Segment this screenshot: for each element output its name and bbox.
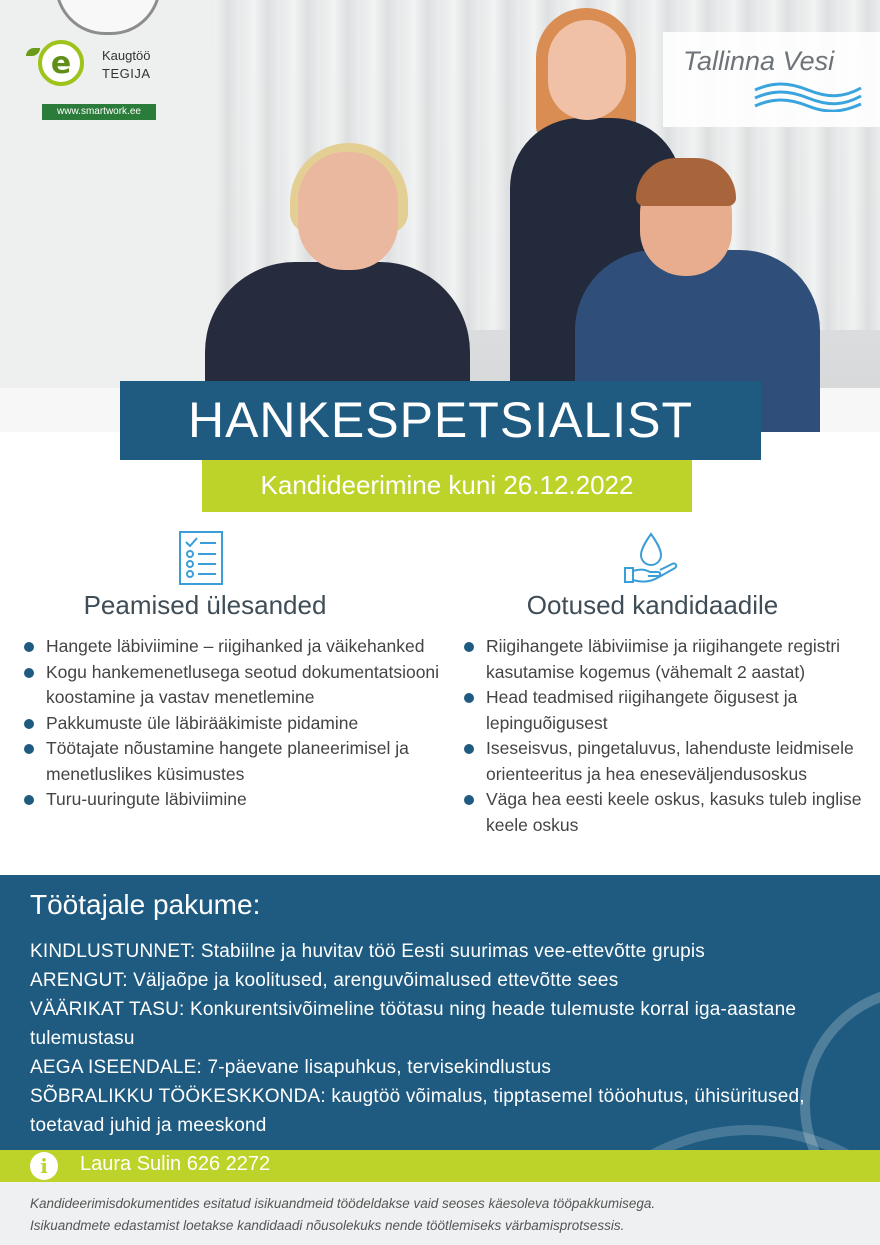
bullet-icon — [24, 668, 34, 678]
benefits-heading: Töötajale pakume: — [30, 889, 261, 920]
list-item: Riigihangete läbiviimise ja riigihangete registri kasutamise kogemus (vähemalt 2 aastat) — [462, 634, 872, 685]
benefits-list — [30, 937, 850, 1140]
list-item: Head teadmised riigihangete õigusest ja lepinguõigusest — [462, 685, 872, 736]
privacy-notice — [0, 1182, 880, 1245]
benefit-item: KINDLUSTUNNET: Stabiilne ja huvitav töö Eesti suurimas vee-ettevõtte grupis — [30, 941, 705, 962]
privacy-line-2: Isikuandmete edastamist loetakse kandidaadi nõusolekuks nende töötlemiseks värbamisprotsessis. — [30, 1218, 625, 1233]
bullet-icon — [24, 795, 34, 805]
tasks-list — [22, 634, 452, 813]
bullet-icon — [24, 719, 34, 729]
job-title: HANKESPETSIALIST — [120, 381, 761, 460]
list-item: Kogu hankemenetlusega seotud dokumentatsiooni koostamine ja vastav menetlemine — [22, 660, 452, 711]
list-item: Töötajate nõustamine hangete planeerimisel ja menetluslikes küsimustes — [22, 736, 452, 787]
benefit-item: VÄÄRIKAT TASU: Konkurentsivõimeline töötasu ning heade tulemuste korral iga-aastane tulemustasu — [30, 999, 797, 1049]
hand-water-drop-icon — [622, 530, 680, 586]
list-item: Iseseisvus, pingetaluvus, lahenduste leidmisele orienteeritus ja hea eneseväljendusoskus — [462, 736, 872, 787]
person-standing-face — [548, 20, 626, 120]
e-logo-icon: e — [38, 40, 84, 86]
contact-person-phone[interactable]: Laura Sulin 626 2272 — [80, 1153, 271, 1175]
list-item: Pakkumuste üle läbirääkimiste pidamine — [22, 711, 452, 737]
expectations-list — [462, 634, 872, 838]
benefit-item: SÕBRALIKKU TÖÖKESKKONDA: kaugtöö võimalus, tipptasemel tööohutus, ühisüritused, toetavad juhid ja meeskond — [30, 1086, 805, 1136]
expectations-heading: Ootused kandidaadile — [526, 590, 779, 620]
bullet-icon — [464, 744, 474, 754]
bullet-icon — [464, 642, 474, 652]
company-logo — [663, 32, 880, 127]
benefit-item: ARENGUT: Väljaõpe ja koolitused, arenguvõimalused ettevõtte sees — [30, 970, 619, 991]
waves-icon — [753, 80, 863, 112]
benefit-item: AEGA ISEENDALE: 7-päevane lisapuhkus, tervisekindlustus — [30, 1057, 552, 1078]
tasks-heading: Peamised ülesanded — [83, 590, 327, 620]
logo-url[interactable]: www.smartwork.ee — [42, 104, 156, 120]
list-item: Hangete läbiviimine – riigihanked ja väikehanked — [22, 634, 452, 660]
info-icon: i — [30, 1152, 58, 1180]
checklist-icon — [178, 530, 224, 586]
application-deadline: Kandideerimine kuni 26.12.2022 — [202, 460, 692, 512]
ekaugtoo-logo — [24, 36, 164, 126]
logo-text-kaugtoo: Kaugtöö — [102, 48, 151, 63]
bullet-icon — [24, 744, 34, 754]
privacy-line-1: Kandideerimisdokumentides esitatud isikuandmeid töödeldakse vaid seoses käesoleva tööpakkumisega. — [30, 1196, 656, 1211]
person-seated-left-face — [298, 152, 398, 270]
contact-bar — [0, 1150, 880, 1182]
company-name: Tallinna Vesi — [683, 46, 835, 76]
logo-text-tegija: TEGIJA — [102, 66, 151, 81]
leaf-icon — [26, 48, 40, 56]
benefits-section — [0, 875, 880, 1150]
bullet-icon — [464, 693, 474, 703]
bullet-icon — [24, 642, 34, 652]
list-item: Turu-uuringute läbiviimine — [22, 787, 452, 813]
bullet-icon — [464, 795, 474, 805]
list-item: Väga hea eesti keele oskus, kasuks tuleb inglise keele oskus — [462, 787, 872, 838]
